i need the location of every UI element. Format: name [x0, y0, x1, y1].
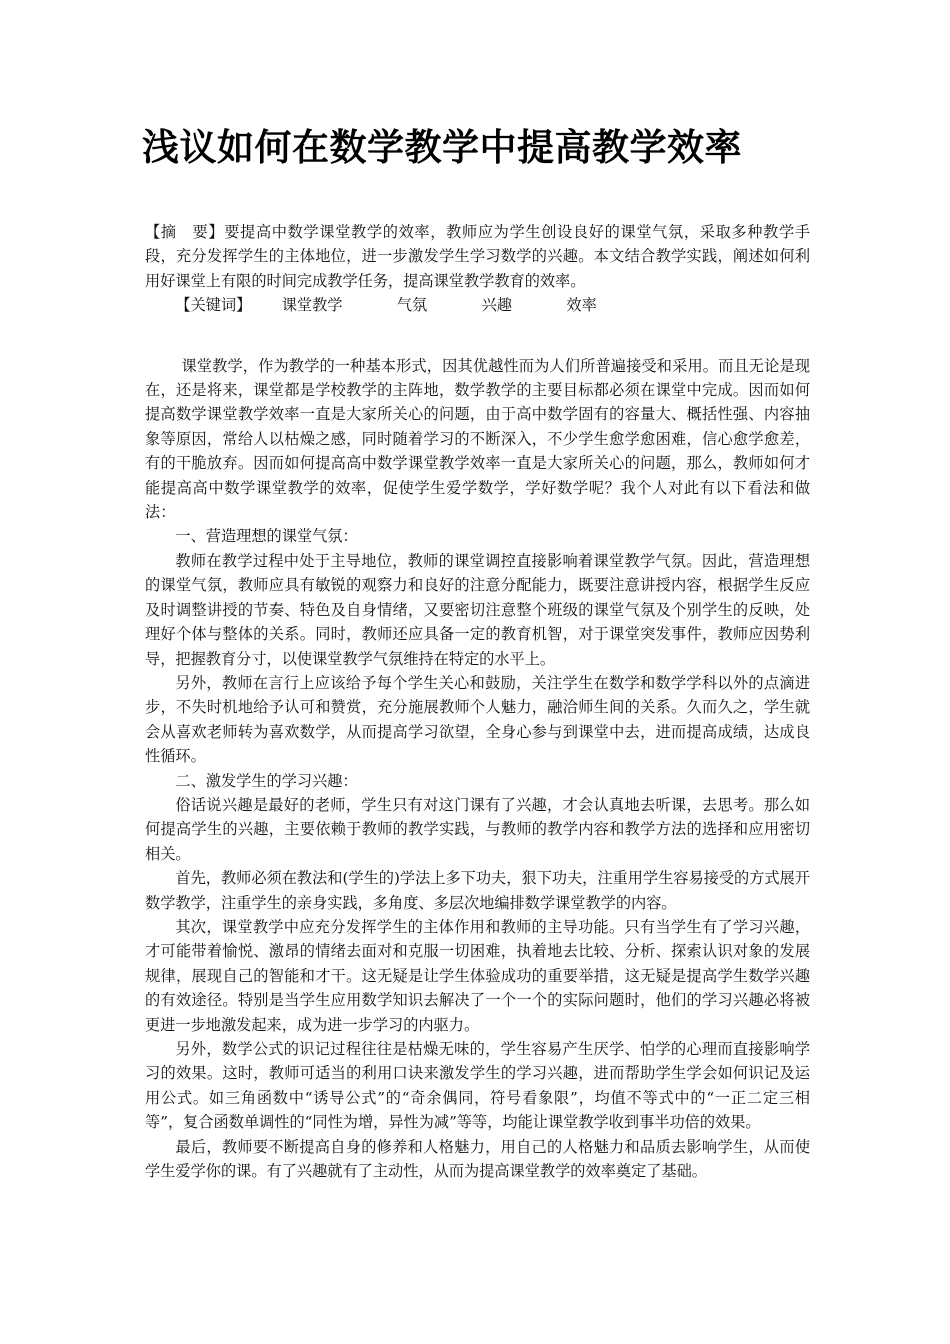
body-paragraph: 另外，数学公式的识记过程往往是枯燥无味的，学生容易产生厌学、怕学的心理而直接影响学习的效果。这时，教师可适当的利用口诀来激发学生的学习兴趣，进而帮助学生学会如何识记及运用公式。如三角函数中“诱导公式”的“奇余偶同，符号看象限”，均值不等式中的“一正二定三相等”，复合函数单调性的“同性为增，异性为减”等等，均能让课堂教学收到事半功倍的效果。	[145, 1040, 810, 1132]
body-paragraph: 课堂教学，作为教学的一种基本形式，因其优越性而为人们所普遍接受和采用。而且无论是现在，还是将来，课堂都是学校教学的主阵地，数学教学的主要目标都必须在课堂中完成。因而如何提高数学课堂教学效率一直是大家所关心的问题，由于高中数学固有的容量大、概括性强、内容抽象等原因，常给人以枯燥之感，同时随着学习的不断深入，不少学生愈学愈困难，信心愈学愈差，有的干脆放弃。因而如何提高高中数学课堂教学效率一直是大家所关心的问题，那么，教师如何才能提高高中数学课堂教学的效率，促使学生爱学数学，学好数学呢？我个人对此有以下看法和做法：	[145, 356, 810, 522]
body-paragraph: 俗话说兴趣是最好的老师，学生只有对这门课有了兴趣，才会认真地去听课，去思考。那么如何提高学生的兴趣，主要依赖于教师的教学实践，与教师的教学内容和教学方法的选择和应用密切相关。	[145, 795, 810, 863]
keyword: 兴趣	[481, 296, 512, 315]
keywords-line	[145, 293, 810, 317]
body-paragraph: 首先，教师必须在教法和(学生的)学法上多下功夫，狠下功夫，注重用学生容易接受的方式展开数学教学，注重学生的亲身实践，多角度、多层次地编排数学课堂教学的内容。	[145, 869, 810, 912]
body-paragraph: 最后，教师要不断提高自身的修养和人格魅力，用自己的人格魅力和品质去影响学生，从而使学生爱学你的课。有了兴趣就有了主动性，从而为提高课堂教学的效率奠定了基础。	[145, 1137, 810, 1181]
spacer	[145, 318, 810, 354]
keywords-label: 【关键词】	[175, 296, 252, 315]
page-title: 浅议如何在数学教学中提高教学效率	[142, 126, 742, 169]
keyword: 气氛	[396, 296, 428, 315]
section-heading: 二、激发学生的学习兴趣：	[175, 771, 358, 790]
body-paragraph: 其次，课堂教学中应充分发挥学生的主体作用和教师的主导功能。只有当学生有了学习兴趣，才可能带着愉悦、激昂的情绪去面对和克服一切困难，执着地去比较、分析、探索认识对象的发展规律，展现自己的智能和才干。这无疑是让学生体验成功的重要举措，这无疑是提高学生数学兴趣的有效途径。特别是当学生应用数学知识去解决了一个一个的实际问题时，他们的学习兴趣必将被更进一步地激发起来，成为进一步学习的内驱力。	[145, 917, 810, 1034]
keyword: 课堂教学	[281, 296, 343, 315]
keyword: 效率	[566, 296, 597, 315]
document-body	[145, 220, 810, 1183]
body-paragraph: 另外，教师在言行上应该给予每个学生关心和鼓励，关注学生在数学和数学学科以外的点滴进步，不失时机地给予认可和赞赏，充分施展教师个人魅力，融洽师生间的关系。久而久之，学生就会从喜欢老师转为喜欢数学，从而提高学习欲望，全身心参与到课堂中去，进而提高成绩，达成良性循环。	[145, 673, 810, 766]
abstract: 【摘 要】要提高中数学课堂教学的效率，教师应为学生创设良好的课堂气氛，采取多种教学手段，充分发挥学生的主体地位，进一步激发学生学习数学的兴趣。本文结合教学实践，阐述如何利用好课堂上有限的时间完成教学任务，提高课堂教学教育的效率。	[145, 223, 810, 290]
section-heading: 一、营造理想的课堂气氛：	[175, 527, 358, 546]
body-paragraph: 教师在教学过程中处于主导地位，教师的课堂调控直接影响着课堂教学气氛。因此，营造理想的课堂气氛，教师应具有敏锐的观察力和良好的注意分配能力，既要注意讲授内容，根据学生反应及时调整讲授的节奏、特色及自身情绪，又要密切注意整个班级的课堂气氛及个别学生的反映，处理好个体与整体的关系。同时，教师还应具备一定的教育机智，对于课堂突发事件，教师应因势利导，把握教育分寸，以使课堂教学气氛维持在特定的水平上。	[145, 551, 810, 668]
